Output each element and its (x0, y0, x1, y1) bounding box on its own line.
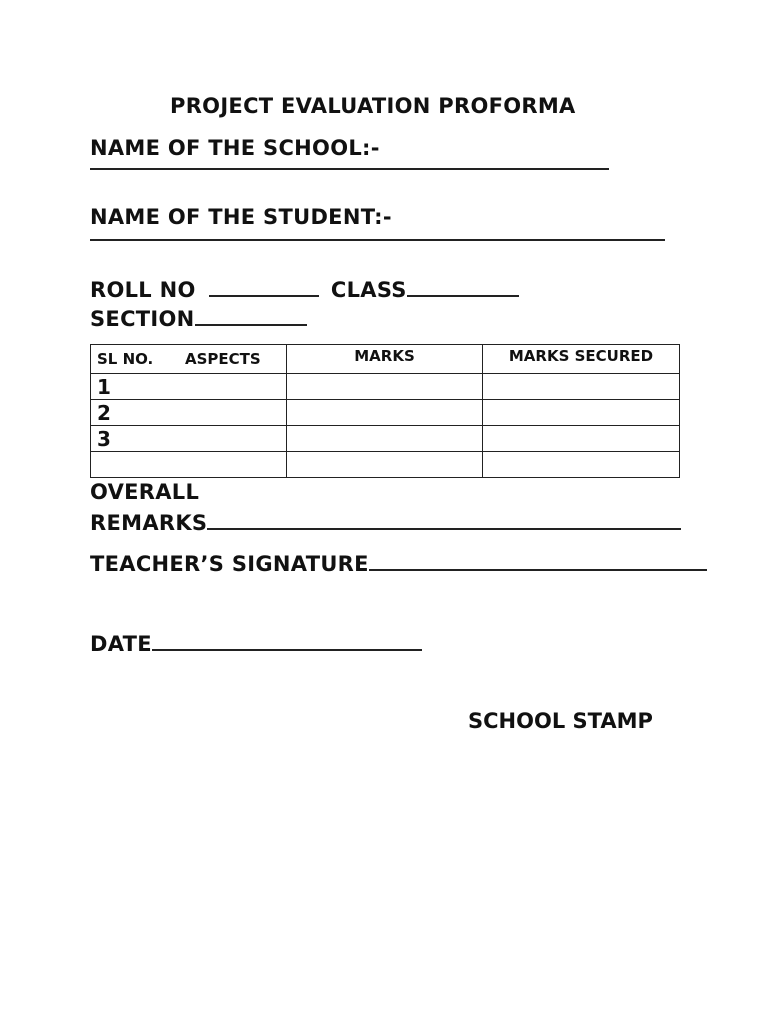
marks-cell[interactable] (287, 452, 483, 478)
date-label: DATE (90, 632, 152, 656)
remarks-row (90, 510, 681, 535)
aspects-header: ASPECTS (185, 350, 261, 368)
marks-secured-cell[interactable] (483, 426, 680, 452)
table-row (91, 452, 680, 478)
school-stamp-label: SCHOOL STAMP (468, 709, 653, 733)
form-title: PROJECT EVALUATION PROFORMA (170, 94, 576, 118)
roll-class-row (90, 277, 519, 302)
table-header-row (91, 345, 680, 374)
class-label: CLASS (330, 278, 407, 302)
student-name-field[interactable] (90, 239, 665, 241)
sl-no-cell (91, 452, 287, 478)
student-name-label: NAME OF THE STUDENT:- (90, 205, 392, 229)
marks-secured-header: MARKS SECURED (483, 345, 680, 374)
table-row (91, 400, 680, 426)
overall-label: OVERALL (90, 480, 200, 504)
school-name-field[interactable] (90, 168, 609, 170)
remarks-field[interactable] (207, 510, 681, 530)
table-row (91, 426, 680, 452)
signature-label: TEACHER’S SIGNATURE (90, 552, 369, 576)
marks-secured-cell[interactable] (483, 452, 680, 478)
school-name-label: NAME OF THE SCHOOL:- (90, 136, 380, 160)
sl-aspects-header (91, 345, 287, 374)
marks-secured-cell[interactable] (483, 400, 680, 426)
date-row (90, 631, 422, 656)
sl-no-header: SL NO. (97, 350, 154, 368)
sl-no-cell: 1 (91, 374, 287, 400)
marks-secured-cell[interactable] (483, 374, 680, 400)
roll-no-label: ROLL NO (90, 278, 196, 302)
sl-no-cell: 2 (91, 400, 287, 426)
marks-cell[interactable] (287, 374, 483, 400)
roll-no-field[interactable] (209, 277, 319, 297)
remarks-label: REMARKS (90, 511, 208, 535)
section-field[interactable] (195, 306, 307, 326)
marks-header: MARKS (287, 345, 483, 374)
section-label: SECTION (90, 307, 195, 331)
table-row (91, 374, 680, 400)
date-field[interactable] (152, 631, 422, 651)
sl-no-cell: 3 (91, 426, 287, 452)
signature-field[interactable] (369, 551, 707, 571)
class-field[interactable] (407, 277, 519, 297)
section-row (90, 306, 307, 331)
signature-row (90, 551, 707, 576)
marks-cell[interactable] (287, 400, 483, 426)
marks-cell[interactable] (287, 426, 483, 452)
marks-table (90, 344, 680, 478)
